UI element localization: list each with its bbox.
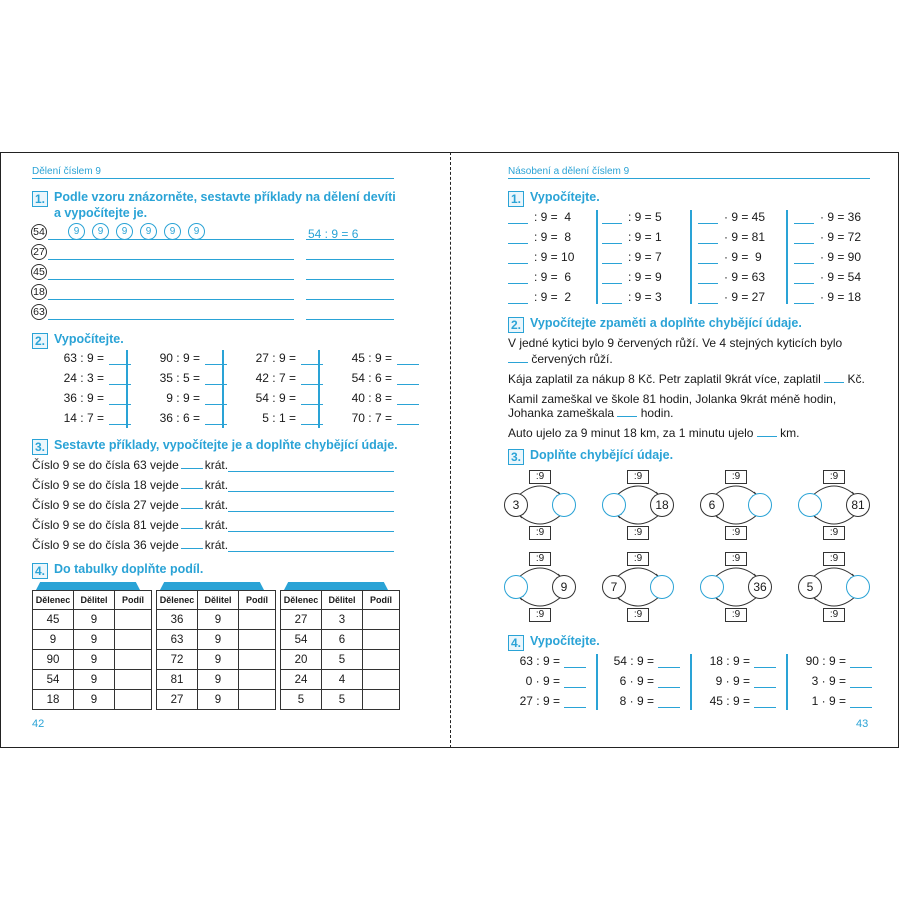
- ex3-count-blank[interactable]: [181, 498, 203, 509]
- left-ex3-title: Sestavte příklady, vypočítejte je a doplňte chybějící údaje.: [54, 438, 398, 452]
- r-ex4-column-divider: [596, 654, 598, 710]
- ex1-answer-line[interactable]: [48, 299, 294, 300]
- ex2-expression: 36 : 9 =: [63, 391, 104, 405]
- ex1-answer-line[interactable]: [48, 279, 294, 280]
- r-ex4-expression: 63 : 9 =: [519, 654, 560, 668]
- r-ex4-answer-blank[interactable]: [564, 667, 586, 668]
- dividend-cell: 45: [33, 610, 74, 630]
- r-ex1-expression: : 9 = 10: [534, 250, 575, 264]
- known-value-circle: 9: [552, 575, 576, 599]
- ex3-count-blank[interactable]: [181, 538, 203, 549]
- op-label-bottom: :9: [627, 526, 649, 540]
- ex2-answer-blank[interactable]: [397, 424, 419, 425]
- dividend-cell: 18: [33, 690, 74, 710]
- r-ex1-column-divider: [786, 210, 788, 304]
- r-ex4-expression: 9 · 9 =: [715, 674, 750, 688]
- r-ex1-answer-blank[interactable]: [698, 303, 718, 304]
- r-ex4-answer-blank[interactable]: [564, 707, 586, 708]
- right-ex2-p3-line1: Kamil zameškal ve škole 81 hodin, Jolanka 9krát méně hodin,: [508, 392, 837, 406]
- r-ex1-answer-blank[interactable]: [508, 263, 528, 264]
- ex2-expression: 24 : 3 =: [63, 371, 104, 385]
- table-header-dividend: Dělenec: [281, 591, 322, 610]
- known-value-circle: 6: [700, 493, 724, 517]
- table-header-quotient: Podíl: [363, 591, 400, 610]
- ex1-row-number-circle: 45: [31, 264, 47, 280]
- r-ex1-expression: : 9 = 2: [534, 290, 572, 304]
- table-row: [281, 670, 400, 690]
- ex3-equation-line[interactable]: [228, 531, 394, 532]
- ex2-expression: 54 : 6 =: [351, 371, 392, 385]
- op-label-bottom: :9: [627, 608, 649, 622]
- table-row: [33, 610, 152, 630]
- known-value-circle: 5: [798, 575, 822, 599]
- table-row: [33, 690, 152, 710]
- r-ex1-column-divider: [690, 210, 692, 304]
- ex3-row-text: Číslo 9 se do čísla 63 vejde: [32, 458, 179, 472]
- ex2-expression: 42 : 7 =: [255, 371, 296, 385]
- ex1-result-line[interactable]: [306, 259, 394, 260]
- r-ex1-expression: · 9 = 18: [820, 290, 862, 304]
- left-ex1-number: 1.: [32, 190, 48, 208]
- r-ex1-expression: · 9 = 72: [820, 230, 862, 244]
- op-label-bottom: :9: [529, 526, 551, 540]
- r-ex1-answer-blank[interactable]: [508, 243, 528, 244]
- right-header-rule: [508, 178, 870, 179]
- answer-circle[interactable]: [798, 493, 822, 517]
- ex1-answer-line[interactable]: [48, 319, 294, 320]
- op-label-top: :9: [725, 470, 747, 484]
- r-ex4-answer-blank[interactable]: [754, 707, 776, 708]
- r-ex1-expression: · 9 = 54: [820, 270, 862, 284]
- op-label-bottom: :9: [529, 608, 551, 622]
- dividend-cell: 81: [157, 670, 198, 690]
- r-ex4-column-divider: [690, 654, 692, 710]
- r-ex1-expression: · 9 = 9: [724, 250, 762, 264]
- left-page-number: 42: [32, 718, 45, 730]
- dividend-cell: 27: [281, 610, 322, 630]
- dividend-cell: 36: [157, 610, 198, 630]
- r-ex4-expression: 54 : 9 =: [613, 654, 654, 668]
- r-ex1-answer-blank[interactable]: [698, 223, 718, 224]
- r-ex4-expression: 90 : 9 =: [805, 654, 846, 668]
- divisor-cell: 9: [74, 690, 115, 710]
- r-ex1-expression: · 9 = 45: [724, 210, 766, 224]
- quotient-cell[interactable]: [239, 670, 276, 690]
- divisor-cell: 9: [198, 670, 239, 690]
- left-ex1-title-line2: a vypočítejte je.: [54, 206, 148, 220]
- ex3-equation-line[interactable]: [228, 551, 394, 552]
- ex2-expression: 27 : 9 =: [255, 351, 296, 365]
- ex2-expression: 63 : 9 =: [63, 351, 104, 365]
- table-header-quotient: Podíl: [239, 591, 276, 610]
- ex3-equation-line[interactable]: [228, 491, 394, 492]
- right-ex2-title: Vypočítejte zpaměti a doplňte chybějící údaje.: [530, 316, 802, 330]
- table-row: [157, 630, 276, 650]
- r-ex1-answer-blank[interactable]: [698, 283, 718, 284]
- r-ex4-expression: 18 : 9 =: [709, 654, 750, 668]
- table-tab: [36, 582, 140, 590]
- table-row: [281, 630, 400, 650]
- quotient-cell[interactable]: [115, 670, 152, 690]
- dividend-cell: 27: [157, 690, 198, 710]
- ex2-expression: 9 : 9 =: [166, 391, 200, 405]
- r-ex1-expression: : 9 = 6: [534, 270, 572, 284]
- r-ex1-answer-blank[interactable]: [602, 263, 622, 264]
- table-row: [33, 670, 152, 690]
- op-label-top: :9: [529, 552, 551, 566]
- known-value-circle: 18: [650, 493, 674, 517]
- table-row: [33, 630, 152, 650]
- right-page-number: 43: [856, 718, 869, 730]
- divisor-cell: 9: [198, 650, 239, 670]
- op-label-top: :9: [823, 552, 845, 566]
- op-label-top: :9: [627, 470, 649, 484]
- r-ex4-column-divider: [786, 654, 788, 710]
- table-row: [281, 690, 400, 710]
- ex3-suffix: krát.: [204, 498, 229, 512]
- table-row: [281, 650, 400, 670]
- ex3-suffix: krát.: [204, 518, 229, 532]
- left-ex3-number: 3.: [32, 438, 48, 456]
- table-header-dividend: Dělenec: [33, 591, 74, 610]
- right-ex2-p3-line2: Johanka zameškala hodin.: [508, 406, 674, 420]
- ex2-expression: 5 : 1 =: [262, 411, 296, 425]
- quotient-cell[interactable]: [115, 650, 152, 670]
- nine-circle: 9: [92, 223, 109, 240]
- answer-circle[interactable]: [650, 575, 674, 599]
- r-ex1-expression: : 9 = 3: [628, 290, 662, 304]
- ex3-count-blank[interactable]: [181, 518, 203, 529]
- ex3-row-text: Číslo 9 se do čísla 36 vejde: [32, 538, 179, 552]
- left-ex1-example: 54 : 9 = 6: [308, 227, 359, 241]
- nine-circle: 9: [140, 223, 157, 240]
- dividend-cell: 54: [281, 630, 322, 650]
- quotient-cell[interactable]: [239, 690, 276, 710]
- quotient-table: [280, 590, 400, 710]
- answer-circle[interactable]: [846, 575, 870, 599]
- r-ex1-expression: · 9 = 36: [820, 210, 862, 224]
- table-row: [157, 650, 276, 670]
- right-ex2-p2: Kája zaplatil za nákup 8 Kč. Petr zaplatil 9krát více, zaplatil Kč.: [508, 372, 865, 386]
- r-ex1-expression: · 9 = 63: [724, 270, 766, 284]
- divisor-cell: 9: [198, 690, 239, 710]
- dividend-cell: 63: [157, 630, 198, 650]
- r-ex4-answer-blank[interactable]: [658, 687, 680, 688]
- ex2-expression: 36 : 6 =: [159, 411, 200, 425]
- answer-circle[interactable]: [504, 575, 528, 599]
- right-ex2-p1-line2: červených růží.: [508, 352, 613, 366]
- dividend-cell: 20: [281, 650, 322, 670]
- r-ex1-answer-blank[interactable]: [508, 283, 528, 284]
- r-ex1-answer-blank[interactable]: [508, 223, 528, 224]
- ex3-equation-line[interactable]: [228, 471, 394, 472]
- nine-circle: 9: [68, 223, 85, 240]
- op-label-top: :9: [823, 470, 845, 484]
- r-ex1-answer-blank[interactable]: [602, 243, 622, 244]
- table-row: [33, 650, 152, 670]
- right-ex2-p1-line1: V jedné kytici bylo 9 červených růží. Ve 4 stejných kyticích bylo: [508, 336, 843, 350]
- dividend-cell: 54: [33, 670, 74, 690]
- divisor-cell: 3: [322, 610, 363, 630]
- answer-circle[interactable]: [552, 493, 576, 517]
- divisor-cell: 9: [74, 670, 115, 690]
- r-ex1-expression: : 9 = 8: [534, 230, 572, 244]
- r-ex1-expression: : 9 = 7: [628, 250, 662, 264]
- ex3-row-text: Číslo 9 se do čísla 81 vejde: [32, 518, 179, 532]
- quotient-table: [156, 590, 276, 710]
- r-ex4-expression: 6 · 9 =: [619, 674, 654, 688]
- r-ex4-expression: 45 : 9 =: [709, 694, 750, 708]
- r-ex1-answer-blank[interactable]: [602, 283, 622, 284]
- quotient-cell[interactable]: [115, 630, 152, 650]
- ex2-expression: 45 : 9 =: [351, 351, 392, 365]
- r-ex1-answer-blank[interactable]: [794, 263, 814, 264]
- answer-circle[interactable]: [602, 493, 626, 517]
- ex1-result-line[interactable]: [306, 279, 394, 280]
- ex2-expression: 35 : 5 =: [159, 371, 200, 385]
- right-page-header: Násobení a dělení číslem 9: [508, 166, 630, 177]
- known-value-circle: 7: [602, 575, 626, 599]
- quotient-cell[interactable]: [363, 630, 400, 650]
- table-row: [157, 690, 276, 710]
- table-header-dividend: Dělenec: [157, 591, 198, 610]
- right-ex3-title: Doplňte chybějící údaje.: [530, 448, 674, 462]
- left-ex4-number: 4.: [32, 562, 48, 580]
- r-ex1-column-divider: [596, 210, 598, 304]
- r-ex4-answer-blank[interactable]: [658, 667, 680, 668]
- divisor-cell: 9: [74, 650, 115, 670]
- ex3-equation-line[interactable]: [228, 511, 394, 512]
- r-ex4-expression: 0 · 9 =: [525, 674, 560, 688]
- right-ex2-p4: Auto ujelo za 9 minut 18 km, za 1 minutu ujelo km.: [508, 426, 800, 440]
- table-header-quotient: Podíl: [115, 591, 152, 610]
- op-label-bottom: :9: [823, 608, 845, 622]
- ex2-expression: 40 : 8 =: [351, 391, 392, 405]
- divisor-cell: 5: [322, 650, 363, 670]
- divisor-cell: 9: [198, 610, 239, 630]
- quotient-cell[interactable]: [363, 650, 400, 670]
- r-ex4-answer-blank[interactable]: [850, 687, 872, 688]
- ex3-row-text: Číslo 9 se do čísla 27 vejde: [32, 498, 179, 512]
- right-ex2-number: 2.: [508, 316, 524, 334]
- ex2-expression: 70 : 7 =: [351, 411, 392, 425]
- left-header-rule: [32, 178, 394, 179]
- ex3-suffix: krát.: [204, 538, 229, 552]
- quotient-cell[interactable]: [363, 610, 400, 630]
- right-ex1-title: Vypočítejte.: [530, 190, 600, 204]
- ex3-row: [32, 518, 228, 532]
- ex1-row-number-circle: 18: [31, 284, 47, 300]
- dividend-cell: 90: [33, 650, 74, 670]
- ex1-result-line[interactable]: [306, 299, 394, 300]
- quotient-cell[interactable]: [115, 690, 152, 710]
- quotient-cell[interactable]: [239, 610, 276, 630]
- left-ex2-title: Vypočítejte.: [54, 332, 124, 346]
- table-header-divisor: Dělitel: [198, 591, 239, 610]
- right-ex4-number: 4.: [508, 634, 524, 652]
- ex3-count-blank[interactable]: [181, 458, 203, 469]
- r-ex1-answer-blank[interactable]: [602, 223, 622, 224]
- op-label-top: :9: [627, 552, 649, 566]
- r-ex4-expression: 3 · 9 =: [811, 674, 846, 688]
- divisor-cell: 5: [322, 690, 363, 710]
- r-ex4-answer-blank[interactable]: [564, 687, 586, 688]
- dividend-cell: 9: [33, 630, 74, 650]
- left-ex1-title-line1: Podle vzoru znázorněte, sestavte příklady na dělení devíti: [54, 190, 396, 204]
- r-ex1-answer-blank[interactable]: [794, 303, 814, 304]
- nine-circle: 9: [164, 223, 181, 240]
- ex2-expression: 54 : 9 =: [255, 391, 296, 405]
- table-header-divisor: Dělitel: [74, 591, 115, 610]
- ex3-count-blank[interactable]: [181, 478, 203, 489]
- page-gutter: [450, 152, 451, 748]
- left-ex4-title: Do tabulky doplňte podíl.: [54, 562, 204, 576]
- nine-circle: 9: [188, 223, 205, 240]
- known-value-circle: 3: [504, 493, 528, 517]
- r-ex4-answer-blank[interactable]: [658, 707, 680, 708]
- quotient-cell[interactable]: [363, 690, 400, 710]
- ex3-suffix: krát.: [204, 458, 229, 472]
- r-ex4-expression: 8 · 9 =: [619, 694, 654, 708]
- ex3-row-text: Číslo 9 se do čísla 18 vejde: [32, 478, 179, 492]
- r-ex1-expression: : 9 = 9: [628, 270, 662, 284]
- r-ex4-expression: 27 : 9 =: [519, 694, 560, 708]
- divisor-cell: 9: [74, 610, 115, 630]
- ex1-answer-line[interactable]: [48, 259, 294, 260]
- r-ex1-answer-blank[interactable]: [602, 303, 622, 304]
- answer-circle[interactable]: [748, 493, 772, 517]
- r-ex1-expression: : 9 = 5: [628, 210, 662, 224]
- nine-circle: 9: [116, 223, 133, 240]
- op-label-bottom: :9: [823, 526, 845, 540]
- divisor-cell: 9: [74, 630, 115, 650]
- ex2-answer-blank[interactable]: [397, 364, 419, 365]
- r-ex1-answer-blank[interactable]: [698, 243, 718, 244]
- known-value-circle: 36: [748, 575, 772, 599]
- table-tab: [284, 582, 388, 590]
- r-ex1-answer-blank[interactable]: [698, 263, 718, 264]
- r-ex1-expression: · 9 = 81: [724, 230, 766, 244]
- right-ex1-number: 1.: [508, 190, 524, 208]
- ex1-result-line[interactable]: [306, 319, 394, 320]
- ex1-row-number-circle: 27: [31, 244, 47, 260]
- r-ex1-expression: · 9 = 90: [820, 250, 862, 264]
- ex3-row: [32, 458, 228, 472]
- table-row: [157, 610, 276, 630]
- divisor-cell: 6: [322, 630, 363, 650]
- ex3-row: [32, 478, 228, 492]
- left-page-header: Dělení číslem 9: [32, 166, 101, 177]
- r-ex1-answer-blank[interactable]: [794, 223, 814, 224]
- r-ex1-expression: : 9 = 4: [534, 210, 572, 224]
- ex2-answer-blank[interactable]: [397, 404, 419, 405]
- ex3-suffix: krát.: [204, 478, 229, 492]
- r-ex4-answer-blank[interactable]: [754, 667, 776, 668]
- divisor-cell: 9: [198, 630, 239, 650]
- quotient-table: [32, 590, 152, 710]
- quotient-cell[interactable]: [115, 610, 152, 630]
- divisor-cell: 4: [322, 670, 363, 690]
- dividend-cell: 5: [281, 690, 322, 710]
- op-label-bottom: :9: [725, 526, 747, 540]
- r-ex4-expression: 1 · 9 =: [811, 694, 846, 708]
- left-ex2-number: 2.: [32, 332, 48, 350]
- table-row: [157, 670, 276, 690]
- answer-circle[interactable]: [700, 575, 724, 599]
- quotient-cell[interactable]: [363, 670, 400, 690]
- ex2-answer-blank[interactable]: [397, 384, 419, 385]
- table-tab: [160, 582, 264, 590]
- ex1-row-number-circle: 54: [31, 224, 47, 240]
- ex3-row: [32, 498, 228, 512]
- r-ex1-answer-blank[interactable]: [794, 243, 814, 244]
- ex1-row-number-circle: 63: [31, 304, 47, 320]
- op-label-top: :9: [529, 470, 551, 484]
- r-ex1-answer-blank[interactable]: [794, 283, 814, 284]
- known-value-circle: 81: [846, 493, 870, 517]
- r-ex4-answer-blank[interactable]: [754, 687, 776, 688]
- right-ex3-number: 3.: [508, 448, 524, 466]
- r-ex1-expression: : 9 = 1: [628, 230, 662, 244]
- ex3-row: [32, 538, 228, 552]
- table-header-divisor: Dělitel: [322, 591, 363, 610]
- table-row: [281, 610, 400, 630]
- ex2-expression: 14 : 7 =: [63, 411, 104, 425]
- r-ex1-expression: · 9 = 27: [724, 290, 766, 304]
- r-ex4-answer-blank[interactable]: [850, 667, 872, 668]
- quotient-cell[interactable]: [239, 630, 276, 650]
- op-label-bottom: :9: [725, 608, 747, 622]
- quotient-cell[interactable]: [239, 650, 276, 670]
- op-label-top: :9: [725, 552, 747, 566]
- dividend-cell: 24: [281, 670, 322, 690]
- r-ex4-answer-blank[interactable]: [850, 707, 872, 708]
- r-ex1-answer-blank[interactable]: [508, 303, 528, 304]
- right-ex4-title: Vypočítejte.: [530, 634, 600, 648]
- ex2-expression: 90 : 9 =: [159, 351, 200, 365]
- dividend-cell: 72: [157, 650, 198, 670]
